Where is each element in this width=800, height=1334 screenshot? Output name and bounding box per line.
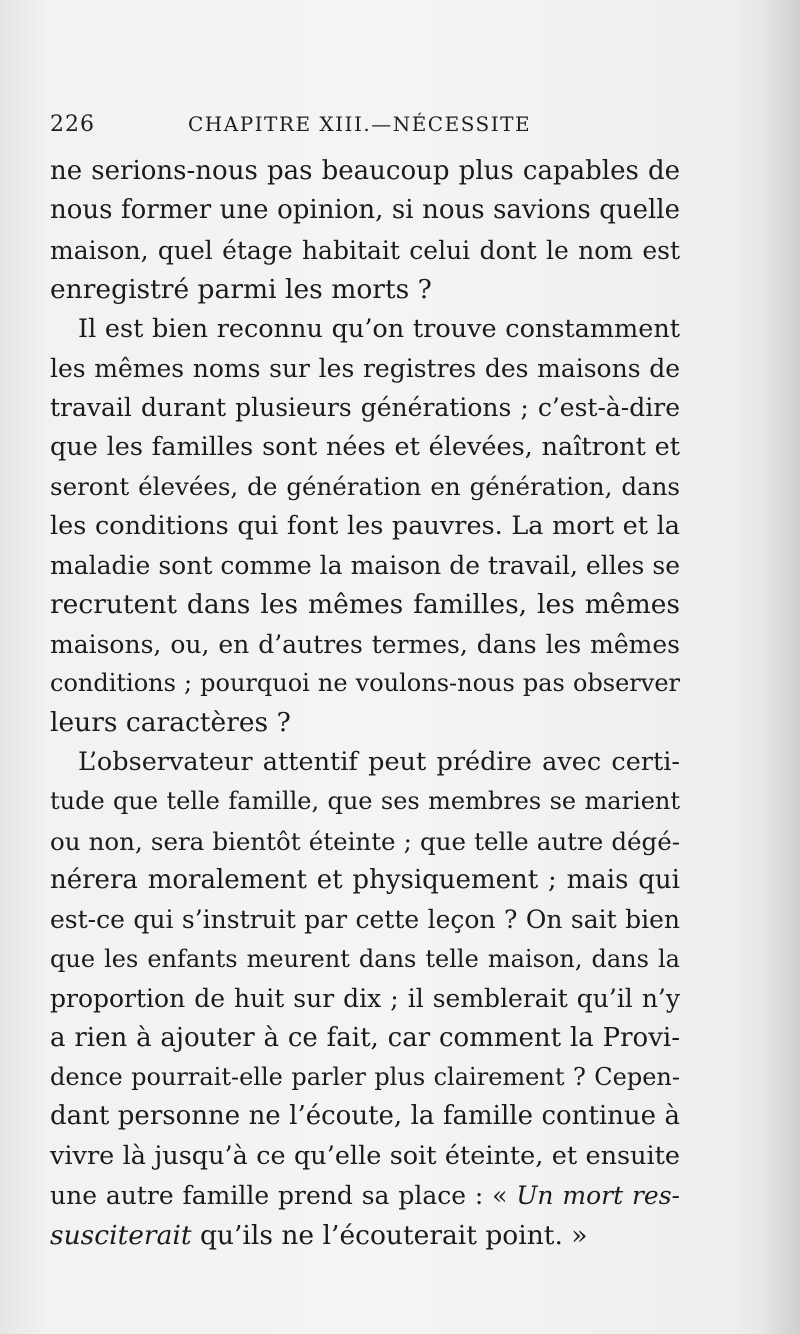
text-line: les conditions qui font les pauvres. La mort et la	[50, 510, 680, 541]
quote-italic-text: susciterait	[50, 1219, 192, 1251]
line-text: qu’ils ne l’écouterait point. »	[191, 1219, 588, 1251]
text-line: que les enfants meurent dans telle maison, dans la	[50, 944, 680, 973]
body-text	[50, 152, 680, 1255]
page-edge-shadow	[760, 0, 800, 1334]
page-number: 226	[50, 112, 95, 137]
text-line: dant personne ne l’écoute, la famille continue à	[50, 1101, 680, 1132]
text-line: L’observateur attentif peut prédire avec certi-	[78, 746, 680, 777]
text-line: tude que telle famille, que ses membres se marient	[50, 787, 680, 816]
text-line: que les familles sont nées et élevées, naîtront et	[50, 431, 680, 462]
quote-italic-text: Un mort res-	[516, 1181, 680, 1211]
text-line-with-quote	[50, 1176, 680, 1215]
text-line: nérera moralement et physiquement ; mais qui	[50, 865, 680, 896]
text-line: les mêmes noms sur les registres des maisons de	[50, 353, 680, 383]
text-line: recrutent dans les mêmes familles, les mêmes	[50, 589, 680, 621]
text-line: est-ce qui s’instruit par cette leçon ? On sait bien	[50, 905, 680, 935]
text-line: conditions ; pourquoi ne voulons-nous pas observer	[50, 669, 680, 698]
line-text: une autre famille prend sa place : «	[50, 1181, 517, 1211]
text-line: a rien à ajouter à ce fait, car comment la Provi-	[50, 1022, 680, 1053]
text-line: Il est bien reconnu qu’on trouve constamment	[78, 313, 680, 344]
text-line: travail durant plusieurs générations ; c’est-à-dire	[50, 393, 680, 423]
page-header	[50, 108, 680, 148]
text-line: maisons, ou, en d’autres termes, dans les mêmes	[50, 629, 680, 659]
text-line: leurs caractères ?	[50, 707, 291, 739]
text-line: maison, quel étage habitait celui dont le nom est	[50, 235, 680, 265]
text-line: vivre là jusqu’à ce qu’elle soit éteinte, et ensuite	[50, 1140, 680, 1171]
text-line: ou non, sera bientôt éteinte ; que telle autre dégé-	[50, 826, 680, 856]
text-line: maladie sont comme la maison de travail, elles se	[50, 550, 680, 580]
text-line: seront élevées, de génération en génération, dans	[50, 472, 680, 502]
text-line: proportion de huit sur dix ; il semblerait qu’il n’y	[50, 984, 680, 1014]
text-line: nous former une opinion, si nous savions quelle	[50, 195, 680, 226]
text-line: ne serions-nous pas beaucoup plus capables de	[50, 156, 680, 186]
text-line: enregistré parmi les morts ?	[50, 274, 432, 306]
text-line-final	[50, 1216, 680, 1255]
text-line: dence pourrait-elle parler plus clairement ? Cepen-	[50, 1062, 680, 1091]
running-title: CHAPITRE XIII.—NÉCESSITE	[188, 112, 532, 136]
